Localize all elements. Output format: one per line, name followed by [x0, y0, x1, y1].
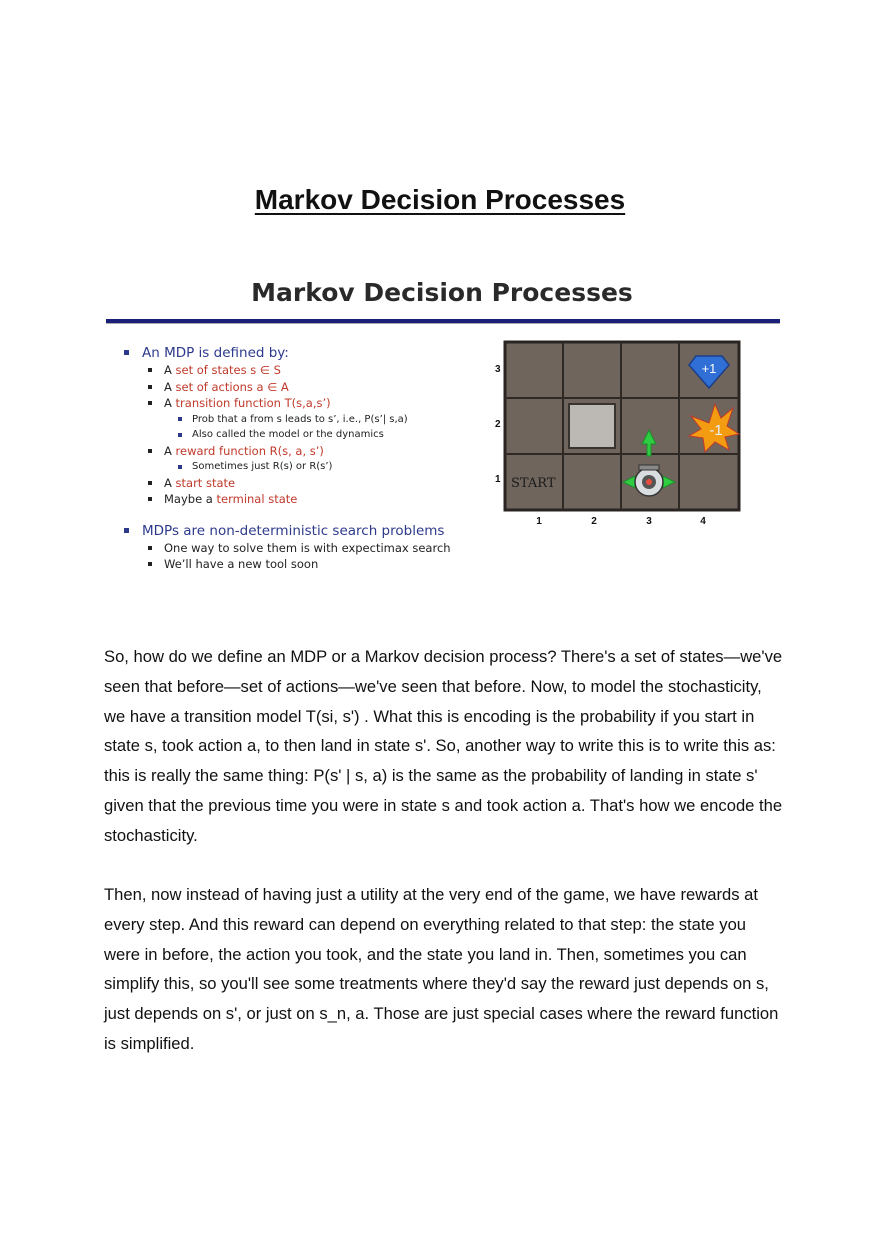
bullet-reward-variants: Sometimes just R(s) or R(s’): [122, 459, 492, 475]
gridworld-figure: [489, 338, 779, 538]
bullet-states: [122, 362, 492, 379]
bullet-transition: [122, 395, 492, 412]
bullet-actions: [122, 379, 492, 396]
row-label-2: 2: [495, 419, 501, 430]
bullet-mdp-search: MDPs are non-deterministic search problems: [122, 522, 492, 540]
body-paragraph-2: Then, now instead of having just a utility at the very end of the game, we have rewards at every step. And this reward can depend on everything related to that step: the state you were in before, the action you took, and the state you land in. Then, sometimes you can simplify this, so you'll see some treatments where they'd say the reward just depends on s, just depends on s', or just on s_n, a. Those are just special cases where the reward function is simplified.: [104, 885, 779, 1053]
bullet-reward-term: reward function R(s, a, s’): [175, 443, 324, 458]
bullet-new-tool: We’ll have a new tool soon: [122, 556, 492, 573]
slide-bullets: [122, 344, 492, 573]
robot-icon: [635, 465, 663, 496]
positive-reward-label: +1: [701, 361, 717, 376]
gridworld-svg: [489, 338, 779, 538]
document-title: Markov Decision Processes: [254, 184, 626, 215]
bullet-mdp-definition: An MDP is defined by:: [122, 344, 492, 362]
col-label-3: 3: [646, 516, 652, 527]
bullet-start-term: start state: [175, 475, 236, 490]
bullet-actions-term: set of actions a ∈ A: [175, 379, 289, 394]
bullet-states-prefix: A: [164, 363, 176, 377]
row-label-1: 1: [495, 474, 501, 485]
bullet-states-term: set of states s ∈ S: [175, 363, 281, 377]
wall-cell: [569, 404, 615, 448]
bullet-start-state: [122, 475, 492, 492]
col-label-1: 1: [536, 516, 542, 527]
bullet-reward-prefix: A: [164, 443, 176, 458]
slide-title: Markov Decision Processes: [251, 278, 633, 307]
negative-reward-label: -1: [709, 422, 723, 439]
bullet-transition-term: transition function T(s,a,s’): [175, 396, 331, 410]
start-label: START: [511, 476, 556, 491]
row-label-3: 3: [495, 364, 501, 375]
col-label-2: 2: [591, 516, 597, 527]
bullet-transition-model: Also called the model or the dynamics: [122, 427, 492, 443]
bullet-terminal-state: [122, 491, 492, 508]
bullet-start-prefix: A: [164, 475, 176, 490]
bullet-terminal-prefix: Maybe a: [164, 492, 217, 506]
slide-title-rule: [106, 319, 780, 324]
bullet-terminal-term: terminal state: [216, 492, 298, 506]
bullet-expectimax: One way to solve them is with expectimax search: [122, 540, 492, 557]
bullet-transition-prefix: A: [164, 396, 176, 410]
col-label-4: 4: [700, 516, 706, 527]
body-paragraph-1: So, how do we define an MDP or a Markov decision process? There's a set of states—we've seen that before—set of actions—we've seen that before. Now, to model the stochasticity, we have a transition model T(si, s') . What this is encoding is the probability if you start in state s, took action a, to then land in state s'. So, another way to write this is to write this as: this is really the same thing: P(s' | s, a) is the same as the probability of landing in state s' given that the previous time you were in state s and took action a. That's how we encode the stochasticity.: [104, 647, 783, 845]
bullet-reward: [122, 443, 492, 460]
bullet-transition-prob: Prob that a from s leads to s’, i.e., P(s’| s,a): [122, 412, 492, 428]
lecture-slide: [104, 268, 780, 628]
bullet-actions-prefix: A: [164, 379, 176, 394]
